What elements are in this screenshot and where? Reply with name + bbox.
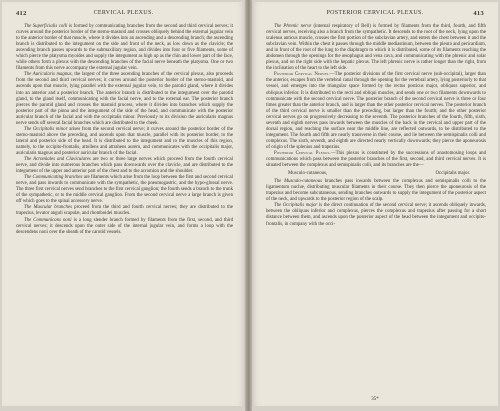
page-number: 413 xyxy=(473,10,484,17)
paragraph xyxy=(16,205,233,217)
left-page-text xyxy=(16,24,233,236)
signature-mark: 35* xyxy=(371,397,379,402)
paragraph-lead: The Muscular branches xyxy=(24,205,72,211)
paragraph xyxy=(266,151,486,169)
paragraph xyxy=(16,24,233,72)
paragraph xyxy=(16,157,233,175)
paragraph-body: is formed by communicating branches from the second and third cervical nerves; it curves around the posterior border of the sterno-mastoid and crosses obliquely behind the external jugular vein to the anterior border of that muscle, where it divides into an ascending and a descending branch; the ascending branch is distributed to the integument on the side and front of the neck, as low down as the clavicle; the ascending branch passes upwards to the submaxillary region, and divides into four or five filaments, some of which pierce the platysma myoides and supply the integument as high up as the chin and lower part of the face, while others form a plexus with the descending branches of the facial nerve beneath the platysma. One or two filaments from this nerve accompany the external jugular vein. xyxy=(16,24,233,72)
paragraph-body: —The posterior divisions of the first cervical nerve (sub-occipital), larger than the anterior, escapes from the vertebral canal through the opening for the vertebral artery, lying posteriorly to that vessel, and emerges into the triangular space formed by the rectus posticus major, obliquus superior, and obliquus inferior. It is distributed to the recti and obliqui muscles, and sends one or two filaments downwards to communicate with the second cervical nerve. The posterior branch of the second cervical nerve is three or four times greater than the anterior branch, and is larger than the other posterior cervical nerves. The posterior branch of the third cervical nerve is smaller than the preceding, but larger than the fourth; and the other posterior cervical nerves go on progressively decreasing to the seventh. The posterior branches of the fourth, fifth, sixth, seventh and eighth nerves pass inwards between the muscles of the back in the cervical and upper part of the dorsal region, and reaching the surface near the middle line, are reflected outwards, to be distributed to the integument. The fourth and fifth are nearly transverse in their course, and lie between the semispinalis colli and complexus. The sixth, seventh, and eighth are directed nearly vertically downwards; they pierce the aponeurosis of origin of the splenius and trapezius. xyxy=(266,72,486,150)
right-page-header xyxy=(266,10,484,20)
branch-list xyxy=(266,169,486,179)
page-number: 412 xyxy=(16,10,27,17)
running-title: CERVICAL PLEXUS. xyxy=(93,10,154,16)
paragraph-body: —This plexus is constituted by the successions of anastomosing loops and communications which pass between the posterior branches of the first, second, and third cervical nerves. It is situated between the complexus and semispinalis colli, and its branches are the— xyxy=(266,150,486,169)
paragraph-body: are two or three large nerves which proceed from the fourth cervical nerve, and divide into numerous branches which pass downwards over the clavicle, and are distributed to the integument of the upper and anterior part of the chest and to the acromion and the shoulder. xyxy=(16,157,233,175)
right-page-text xyxy=(266,24,486,228)
paragraph-body: is a long slender branch formed by filaments from the first, second, and third cervical nerves; it descends upon the outer side of the internal jugular vein, and forms a loop with the descendens noni over the sheath of the carotid vessels. xyxy=(16,217,233,235)
paragraph-body: branches pass inwards between the complexus and semispinalis colli to the ligamentum nuchæ, distributing muscular filaments in their course. They then pierce the aponeurosis of the trapezius and become subcutaneous, sending branches outwards to supply the integument of the posterior aspect of the neck, and upwards to the posterior region of the scalp. xyxy=(266,179,486,203)
left-page xyxy=(2,2,245,406)
paragraph xyxy=(266,72,486,151)
paragraph-lead: The Superficialis colli xyxy=(24,24,68,29)
paragraph-lead: The Communicating branches xyxy=(24,175,83,181)
paragraph-lead: The Occipitalis minor xyxy=(24,126,68,132)
paragraph-lead: The Auricularis magnus, xyxy=(24,72,73,78)
paragraph-lead: The Communicans noni xyxy=(24,217,72,223)
left-page-header xyxy=(16,10,231,20)
section-heading: Posterior Cervical Nerves. xyxy=(274,72,330,78)
branch-name: Occipitalis major. xyxy=(435,171,470,177)
paragraph-lead: The Acromiales and Claviculares xyxy=(24,157,91,163)
paragraph-lead: The Occipitalis major xyxy=(274,203,318,209)
branch-name: Musculo-cutaneous, xyxy=(288,171,328,177)
paragraph-lead: The Phrenic nerve xyxy=(274,24,312,29)
running-title: POSTERIOR CERVICAL PLEXUS. xyxy=(326,10,424,16)
section-heading: Posterior Cervical Plexus. xyxy=(274,150,331,156)
paragraph xyxy=(266,24,486,72)
paragraph xyxy=(266,179,486,203)
paragraph-body: are filaments which arise from the loop between the first and second cervical nerve, and pass inwards to communicate with the sympathetic, the pneumogastric, and the hypo-glossal nerve. The three first cervical nerves send branches to the first cervical ganglion; the fourth sends a branch to the trunk of the sympathetic, or to the middle cervical ganglion. From the second cervical nerve a large branch is given off which goes to the spinal accessory nerve. xyxy=(16,175,234,205)
paragraph-body: is the direct continuation of the second cervical nerve; it ascends obliquely inwards, between the obliquus inferior and complexus, pierces the complexus and trapezius after passing for a short distance between them, and ascends upon the posterior aspect of the head between the integument and occipito-frontalis, in company with the occi- xyxy=(266,203,487,227)
paragraph-body: (internal respiratory of Bell) is formed by filaments from the third, fourth, and fifth cervical nerves, receiving also a branch from the sympathetic. It descends to the root of the neck, lying upon the scalenus anticus muscle, crosses the first portion of the subclavian artery, and enters the chest between it and the subclavian vein. Within the chest it passes through the middle mediastinum, between the pleura and pericardium, and in front of the root of the lung to the diaphragm to which it is distributed, some of its filaments reaching the abdomen through the openings for the œsophagus and vena cava, and communicating with the phrenic and solar plexus, and on the right side with the hepatic plexus. The left phrenic nerve is rather longer than the right, from the inclination of the heart to the left side. xyxy=(266,24,486,72)
right-page xyxy=(252,2,498,406)
paragraph-body: arises from the second cervical nerve; it curves around the posterior border of the sterno-mastoid above the preceding, and ascends upon that muscle, parallel with its posterior border, to the lateral and posterior side of the head. It is distributed to the integument and to the muscles of this region, namely, to the occipito-frontalis, attollens and attrahens aurem, and communicates with the occipitalis major, auricularis magnus and posterior auricular branch of the facial. xyxy=(16,126,234,156)
paragraph xyxy=(16,175,233,205)
paragraph-lead: The Musculo-cutaneous xyxy=(274,179,323,185)
book-gutter xyxy=(245,0,252,411)
paragraph xyxy=(16,72,233,126)
paragraph xyxy=(16,127,233,157)
paragraph xyxy=(266,203,486,227)
paragraph xyxy=(16,218,233,236)
paragraph-body: the largest of the three ascending branches of the cervical plexus, also proceeds from the second and third cervical nerves; it curves around the posterior border of the sterno-mastoid, and ascends upon that muscle, lying parallel with the external jugular vein, to the parotid gland, where it divides into an anterior and a posterior branch. The anterior branch is distributed to the integument over the parotid gland, to the gland itself, communicating with the facial nerve, and to the external ear. The posterior branch pierces the parotid gland and crosses the mastoid process, where it divides into branches which supply the posterior part of the pinna and the integument of the side of the head, and communicate with the posterior auricular branch of the facial and with the occipitalis minor. Previously to its division the auricularis magnus nerve sends off several facial branches which are distributed to the cheek. xyxy=(16,72,233,126)
paragraph-body: proceed from the third and fourth cervical nerves; they are distributed to the trapezius, levator anguli scapulæ, and rhomboidei muscles. xyxy=(16,205,233,217)
